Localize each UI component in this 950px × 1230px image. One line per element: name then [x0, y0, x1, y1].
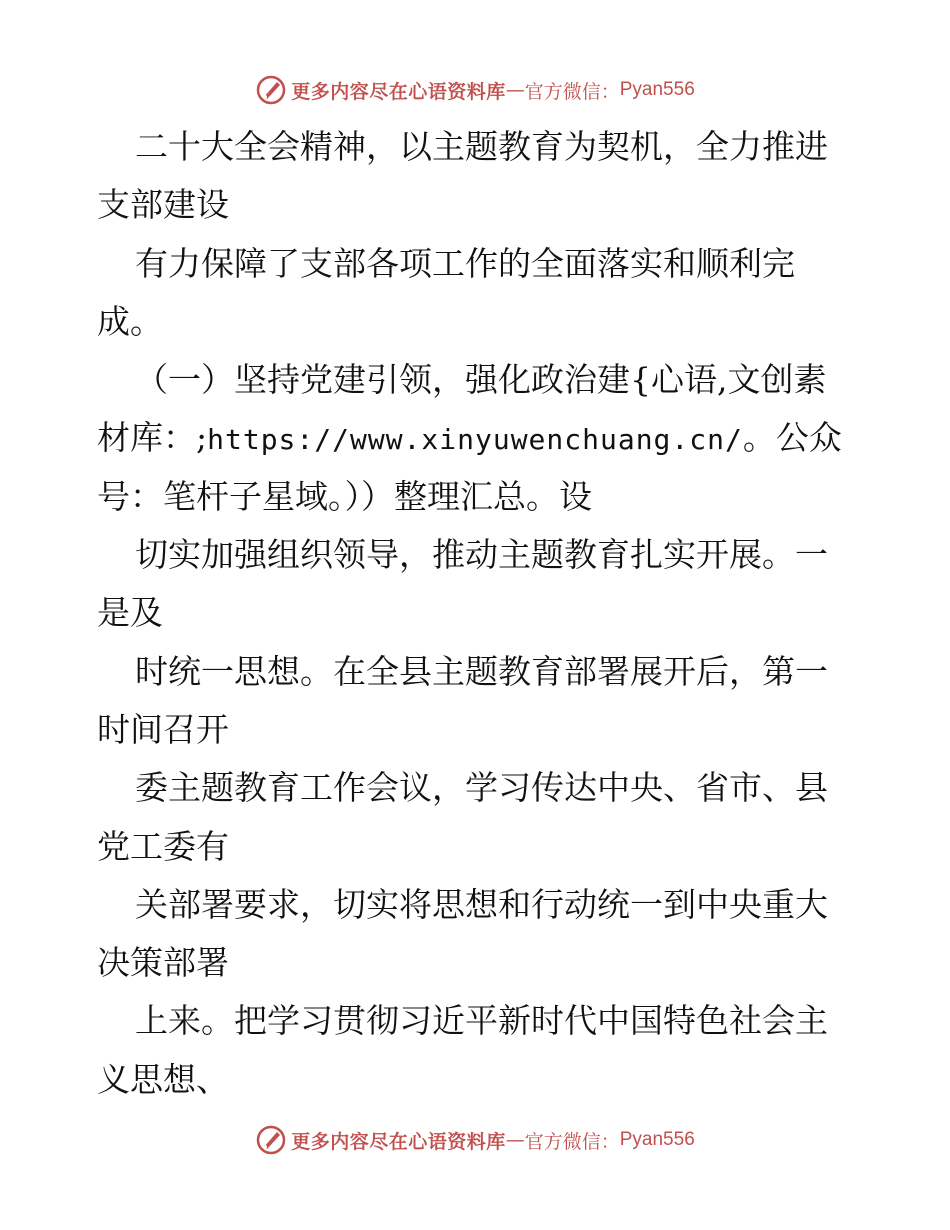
banner-wechat-id: Pyan556 — [619, 79, 695, 100]
banner-dash: — — [505, 1129, 525, 1151]
text-line: 号：笔杆子星域。））整理汇总。设 — [97, 476, 592, 516]
text-line: 上来。把学习贯彻习近平新时代中国特色社会主 — [135, 1001, 828, 1041]
banner-official-label: 官方微信： — [524, 1130, 620, 1153]
text-line: 时间召开 — [97, 709, 229, 749]
text-line: 二十大全会精神，以主题教育为契机，全力推进 — [135, 127, 828, 166]
text-line: 委主题教育工作会议，学习传达中央、省市、县 — [135, 768, 828, 808]
pen-nib-logo-icon — [255, 1124, 287, 1156]
banner-text: 更多内容尽在心语资料库 — [291, 1130, 506, 1153]
text-line: 切实加强组织领导，推动主题教育扎实开展。一 — [135, 535, 828, 575]
header-watermark-banner — [0, 70, 950, 110]
footer-watermark-banner — [0, 1120, 950, 1160]
body-text — [97, 118, 857, 1109]
text-line-part: 材库：; — [97, 418, 208, 458]
text-line: 支部建设 — [97, 185, 229, 225]
url-link-text: https://www.xinyuwenchuang.cn/ — [207, 423, 743, 457]
banner-official-label: 官方微信： — [524, 80, 620, 103]
text-line: 是及 — [97, 593, 163, 633]
banner-wechat-id: Pyan556 — [619, 1129, 695, 1150]
text-line-with-url — [97, 409, 857, 467]
text-line: （一）坚持党建引领，强化政治建{心语,文创素 — [135, 360, 827, 400]
text-line: 义思想、 — [97, 1059, 229, 1099]
banner-text: 更多内容尽在心语资料库 — [291, 80, 506, 103]
text-line: 成。 — [97, 301, 163, 341]
banner-dash: — — [505, 79, 525, 101]
text-line: 有力保障了支部各项工作的全面落实和顺利完 — [135, 243, 795, 283]
text-line: 关部署要求，切实将思想和行动统一到中央重大 — [135, 884, 828, 924]
text-line-part: 。公众 — [742, 418, 842, 458]
text-line: 时统一思想。在全县主题教育部署展开后，第一 — [135, 651, 828, 691]
text-line: 党工委有 — [97, 826, 229, 866]
pen-nib-logo-icon — [255, 74, 287, 106]
text-line: 决策部署 — [97, 943, 229, 983]
